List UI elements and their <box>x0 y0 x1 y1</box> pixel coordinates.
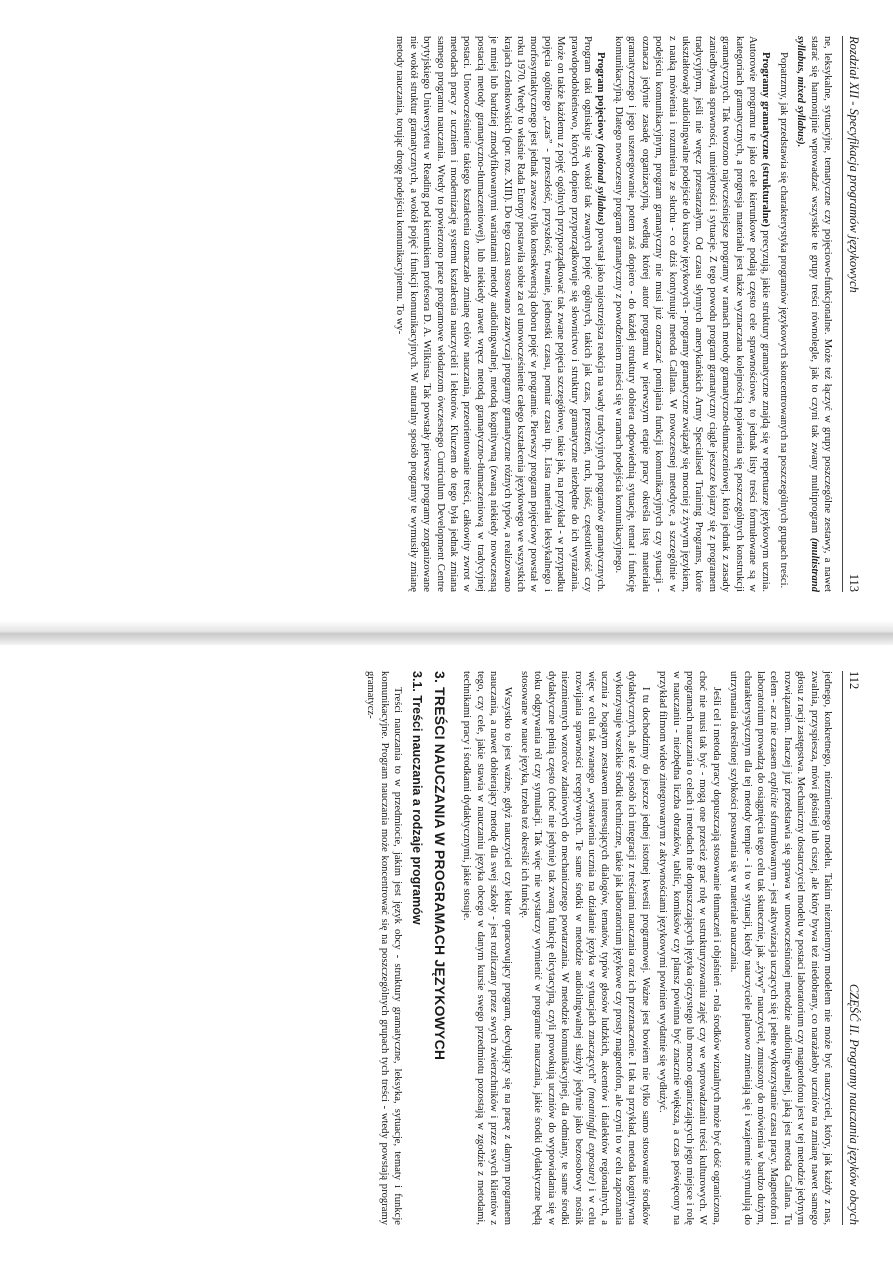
term: explicite <box>768 772 780 808</box>
running-header <box>842 36 861 592</box>
term: (meaningful exposure) <box>586 1087 598 1185</box>
subsection-heading: 3.1. Treści nauczania a rodzaje programów <box>410 671 425 925</box>
text: sformułowanym - jest aktywizacja uczących się i pełne wykorzystanie czasu pracy. Magnetofon i laboratorium prowadzą do osiągnięcia tego celu tak skutecznie, jak „żywy” nauczyciel, zmuszony do mówienia w bardzo dużym, charakterystycznym dla tej metody tempie - i to w sytuacji, kiedy nauczyciele planowo zmieniają się i wzajemnie stymulują do utrzymania określonej szybkości posuwania się w materiale nauczania. <box>728 671 780 1225</box>
text: precyzują, jakie struktury gramatyczne znajdą się w repertuarze językowym ucznia. Autorowie programu te jako cele kierunkowe podają często cele sprawnościowe, to jednak listy treści formułowane są w kategoriach gramatycznych, a progresja materiału jest także wyznaczana kolejnością pojawienia się poszczególnych konstrukcji gramatycznych. Tak tworzono najwcześniejsze programy w ramach metody gramatyczno-tłumaczeniowej, która jednak z zasady zaniedbywała sprawności, umiejętności i sytuacje. Z tego powodu program gramatyczny ciągle jeszcze kojarzy się z programem tradycyjnym, jeśli nie wręcz przestarzałym. Od czasu słynnych amerykańskich Army Specialised Training Programs, które ukształtowały audiolingwalne podejście do kursów językowych - programy gramatyczne związały się mocniej z żywym językiem, z nauką mówienia i rozumienia ze słuchu - co dziś kontynuuje metoda Callana. W nowoczesnej metodyce, a szczególnie w podejściu komunikacyjnym, program gramatyczny nie musi już oznaczać pomijania funkcji komunikacyjnych czy sytuacji - oznacza jedynie zasadę organizacyjną, według której autor programu w pierwszym etapie pracy określa listę materiału gramatycznego i jego uszeregowanie, potem zaś dopiero - do każdej struktury dobiera odpowiednią sytuację, temat i funkcję komunikacyjną. Dlatego nowoczesny program gramatyczny z powodzeniem mieści się w ramach podejścia komunikacyjnego. <box>612 36 772 592</box>
text: powstał jako najostrzejsza reakcja na wady tradycyjnych programów gramatycznych. Program taki ogniskuje się wokół tak zwanych pojęć ogólnych, takich jak czas, przestrzeń, ruch, ilość, częstotliwość czy prawdopodobieństwo, których dopiero przyporządkowuje się słownictwo i struktury gramatyczne niezbędne do ich wyrażania. Może on także każdemu z pojęć ogólnych przyporządkować tak zwane pojęcia szczegółowe, takie jak, na przykład - w przypadku pojęcia ogólnego „czas” - przeszłość, przyszłość, trwanie, jednostki czasu, pomiar czasu itp. Lista materiału leksykalnego i morfosyntaktycznego jest jednak zawsze tylko konsekwencją doboru pojęć w programie. Pierwszy program pojęciowy powstał w roku 1970. Wtedy to właśnie Rada Europy postawiła sobie za cel unowocześnienie całego kształcenia językowego we wszystkich krajach członkowskich (por. roz. XIII). Do tego czasu stosowano zazwyczaj programy gramatyczne różnych typów, a realizowano je mniej lub bardziej zmodyfikowanymi wariantami metody audiolingwalnej, metodą kognitywną (zwaną niekiedy nowoczesną postacią metody gramatyczno-tłumaczeniowej), lub niekiedy nawet wręcz metodą gramatyczno-tłumaczeniową w tradycyjnej postaci. Unowocześnienie takiego kształcenia oznaczało zmianę celów nauczania, przeorientowanie treści, całkowity zwrot w metodach pracy z uczniem i modernizację systemu kształcenia nauczycieli i lektorów. Kluczem do tego była jednak zmiana samego programu nauczania. Wtedy to powierzono prace programowe włodarzom ówczesnego Curriculum Development Centre brytyjskiego Uniwersytetu w Reading pod kierunkiem profesora D. A. Wilkinsa. Tak powstały pierwsze programy zorganizowane nie wokół struktur gramatycznych, a wokół pojęć i funkcji komunikacyjnych. W naturalny sposób programy te wymusiły zmianę metody nauczania, torując drogę podejściu komunikacyjnemu. To wy- <box>394 36 607 593</box>
text: i w celu rozwijania sprawności receptywnych. Te same środki w metodzie audiolingwalnej służyły jedynie jako bezosobowy nośnik niezmiennych wzorców zdaniowych do mechanicznego powtarzania. W metodzie komunikacyjnej, dla odmiany, te same środki dydaktyczne pełnią często (choć nie jedynie) tak zwaną funkcję elicytacyjną, czyli prowokują uczniów do wypowiadania się w toku odgrywania ról czy symulacji. Tak więc nie wystarczy wymienić w programie nauczania, jakie środki dydaktyczne będą stosowane w nauce języka, trzeba też określić ich funkcję. <box>519 671 598 1225</box>
paragraph: Wszystko to jest ważne, gdyż nauczyciel czy lektor opracowujący program, decydujący się na pracę z danym programem nauczania, a nawet dobierający metodę dla swej szkoły - jest rozliczany przez swych zwierzchników i przez swych klientów z tego, czy cele, jakie stawia w nauczaniu języka obcego w danym kursie swego przedmiotu pozostają w zgodzie z metodami, technikami pracy i środkami dydaktycznymi, jakie stosuje. <box>461 671 513 1225</box>
header-title: CZĘŚĆ II. Programy nauczania języków obcych <box>847 983 861 1225</box>
page-112 <box>0 645 893 1263</box>
text: I tu dochodzimy do jeszcze jednej istotnej kwestii programowej. Ważne jest bowiem nie tylko samo stosowanie środków dydaktycznych, ale też sposób ich integracji z treściami nauczania oraz ich przeznaczenie. I tak na przykład, metoda kognitywna wykorzystuje wszelkie środki techniczne, takie jak laboratorium językowe czy prosty magnetofon, ale czyni to w celu zapoznania ucznia z bogatym zestawem interesujących dialogów, tematów, typów głosów ludzkich, akcentów i dialektów regionalnych, a więc w celu tak zwanego „wystawienia ucznia na działanie języka w sytuacjach znaczących” <box>586 671 651 1225</box>
paragraph <box>727 671 834 1225</box>
text: ne, leksykalne, sytuacyjne, tematyczne czy pojęciowo-funkcjonalne. Może też łączyć w grupy poszczególne zestawy, a nawet starać się harmonijnie wprowadzać wszystkie te grupy treści równolegle, jak to czyni tak zwany multiprogram <box>808 36 833 592</box>
text: jednego, konkretnego, niezmiennego modelu. Takim niezmiennym modelem nie może być nauczyciel, który, jak każdy z nas, zwalnia, przyspiesza, mówi głośniej lub ciszej, ale który bywa też niedobrany, co narażałoby uczniów na zmianę nawet samego głosu z racji zastępstwa. Mechaniczny dostarczyciel modelu w postaci laboratorium czy magnetofonu jest w tej metodzie jedynym rozwiązaniem. Inaczej już przedstawia się sprawa w unowocześnionej metodzie audiolingwalnej, jaką jest metoda Callana. Tu celem - acz nie czasem <box>768 671 833 1225</box>
header-title: Rozdział XII - Specyfikacja programów językowych <box>847 36 861 293</box>
paragraph <box>393 36 608 592</box>
term: Program pojęciowy <box>595 52 607 141</box>
term: (multistrand syllabus, mixed syllabus). <box>795 36 820 592</box>
running-header <box>842 671 861 1225</box>
page-number: 113 <box>847 573 861 592</box>
paragraph <box>794 36 834 592</box>
paragraph: Popatrzmy, jak przedstawia się charakterystyka programów językowych skoncentrowanych na poszczególnych grupach treści. <box>777 52 789 589</box>
term-english: (notional syllabus) <box>595 143 607 226</box>
section-heading: 3. TREŚCI NAUCZANIA W PROGRAMACH JĘZYKOWYCH <box>432 671 449 1061</box>
page-number: 112 <box>847 671 861 690</box>
paragraph <box>612 36 773 592</box>
page-113 <box>0 0 893 620</box>
paragraph: Treści nauczania to w przedmiocie, jakim jest język obcy - struktury gramatyczne, leksyka, sytuacje, tematy i funkcje komunikacyjne. Program nauczania może koncentrować się na poszczególnych grupach tych treści - wtedy powstają programy gramatycz- <box>365 671 404 1225</box>
term: Programy gramatyczne (strukturalne) <box>760 52 772 227</box>
book-gutter <box>0 620 893 645</box>
paragraph <box>518 671 652 1225</box>
paragraph: Jeśli cel i metoda pracy dopuszczają stosowanie tłumaczeń i objaśnień - rola środków wizualnych może być dość ograniczona, choć nie musi tak być - mogą one przecież grać rolę w ustrukturyzowaniu zajęć czy we wprowadzaniu treści kulturowych. W programach nauczania o celach i metodach nie dopuszczających języka ojczystego lub mocno ograniczających jego miejsce i rolę w nauczaniu - niezbędna liczba obrazków, tablic, komiksów czy plansz powinna być znacznie większa, a czas poświęcony na przykład filmom wideo zintegrowanym z aktywnościami językowymi powinien wydatnie się wydłużyć. <box>657 671 722 1225</box>
